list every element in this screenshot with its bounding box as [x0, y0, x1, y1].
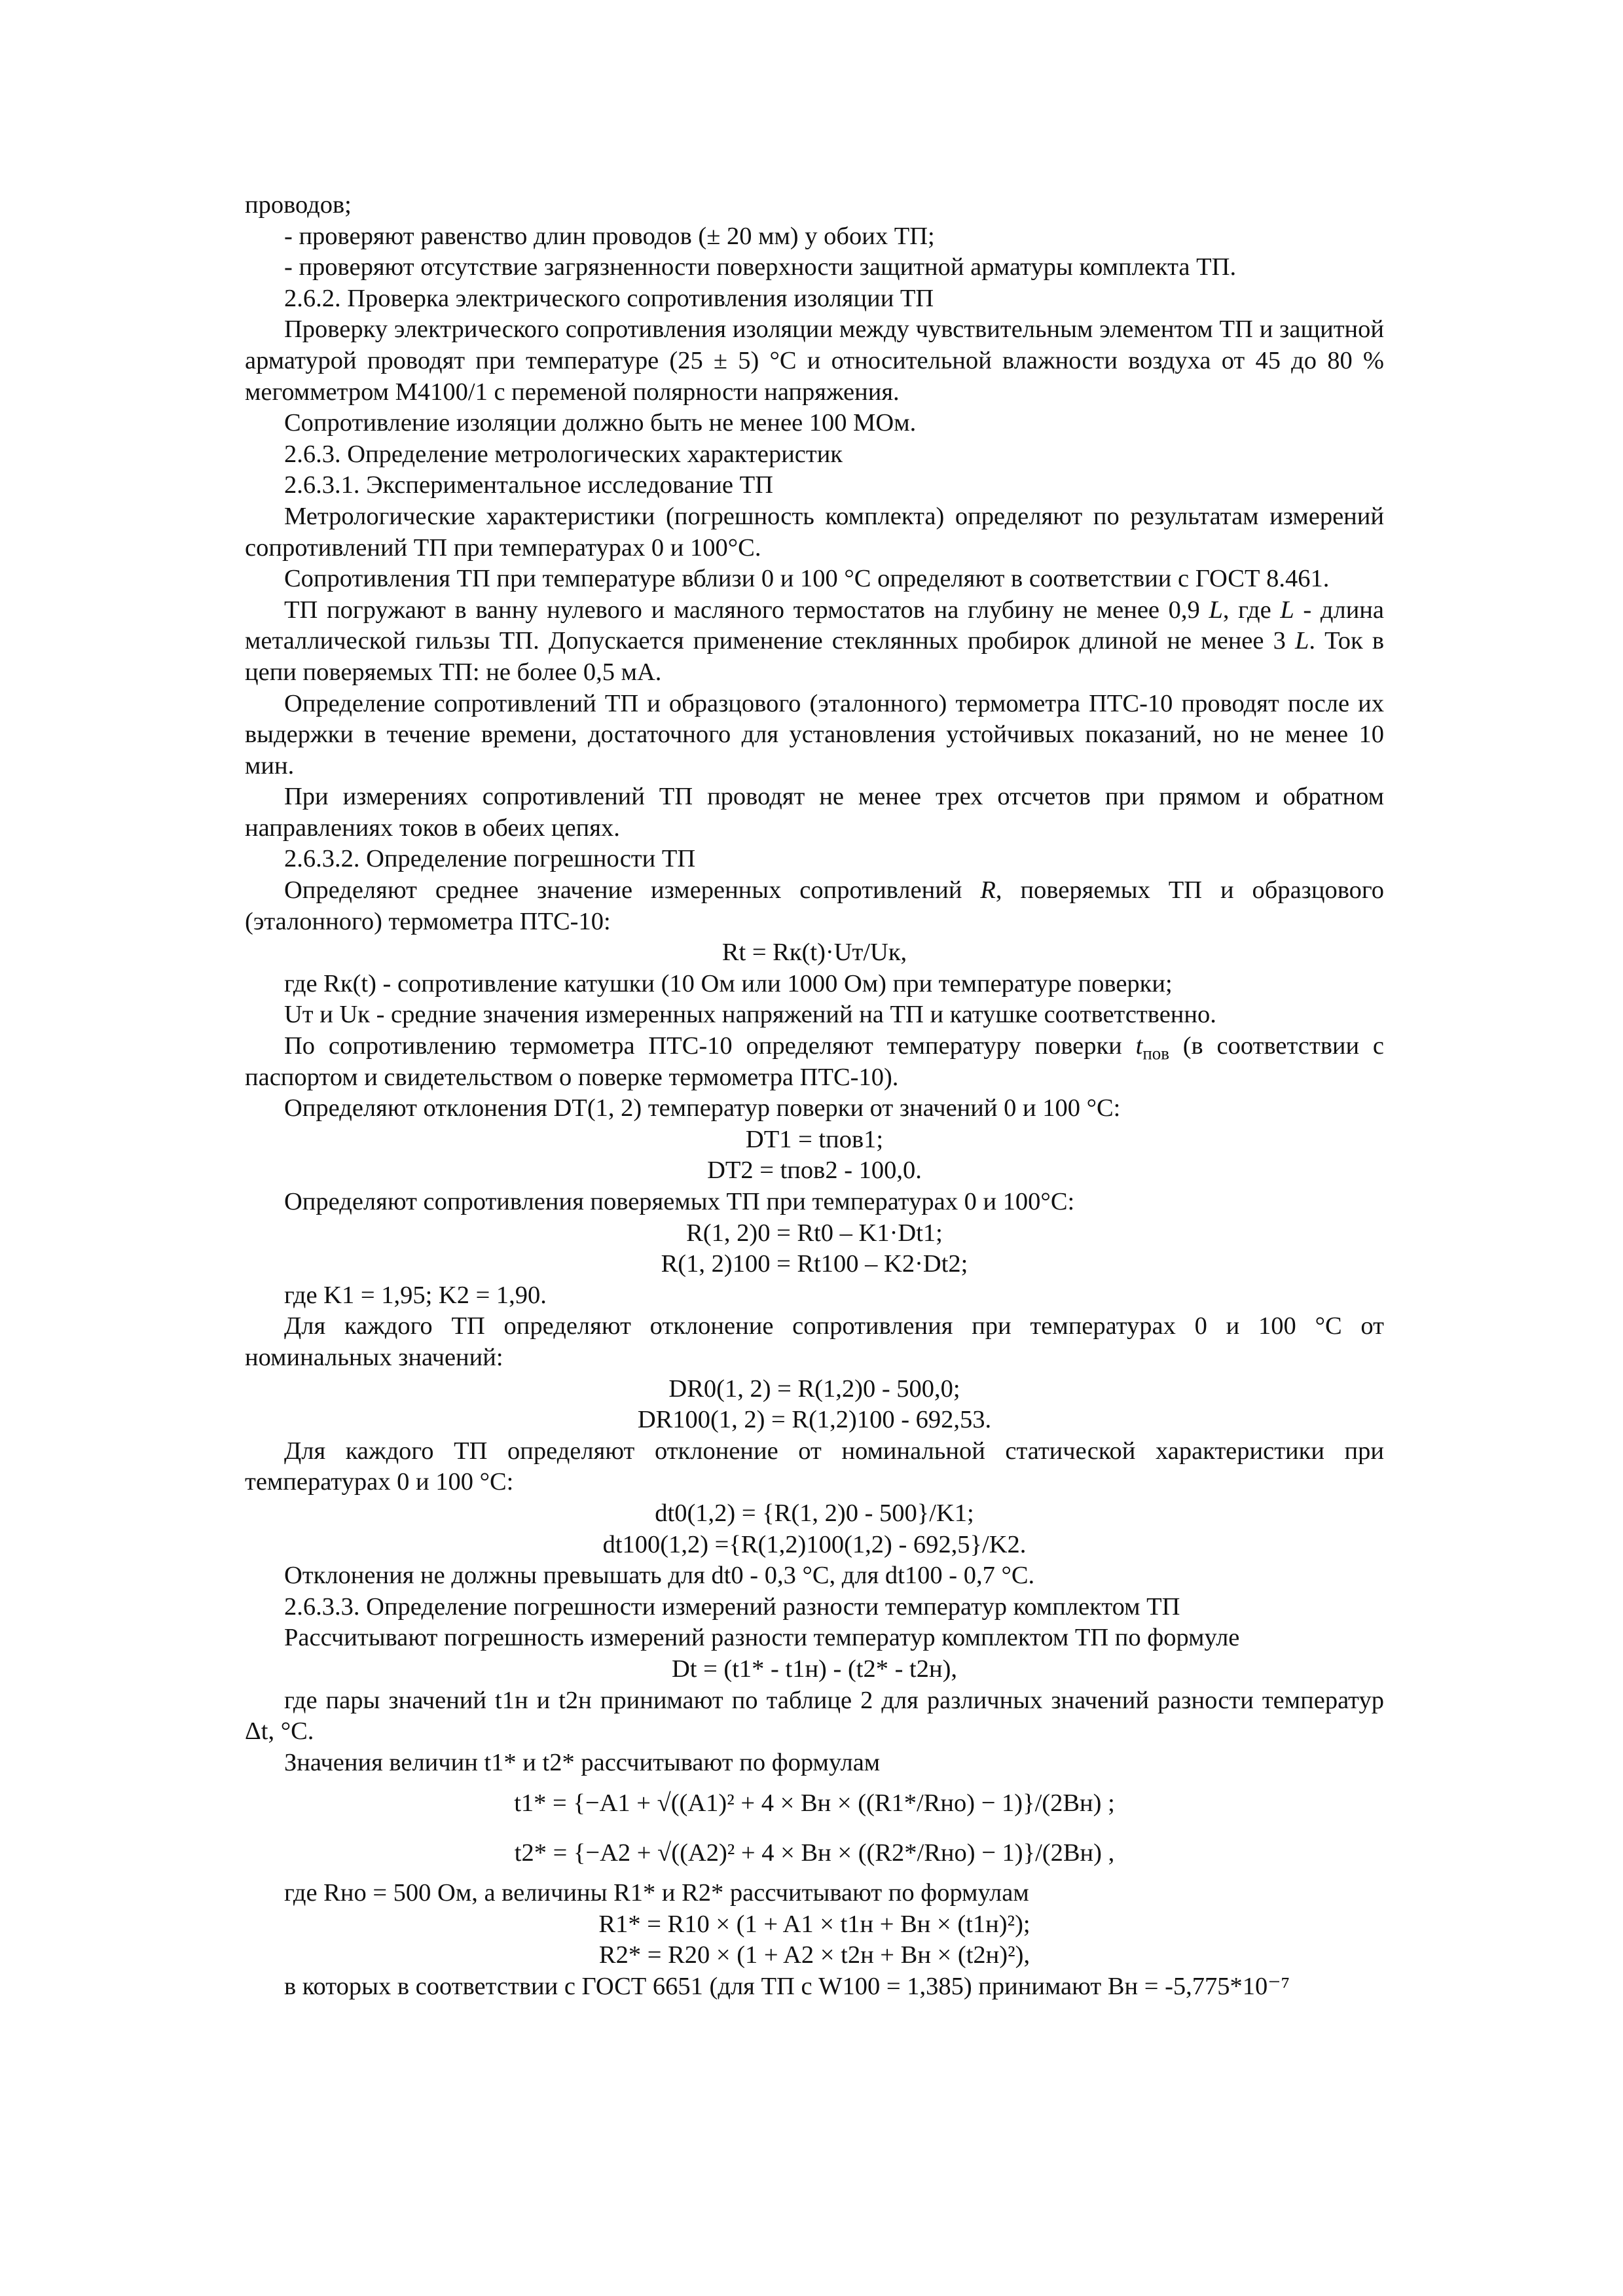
para-deviations: Определяют отклонения DT(1, 2) температур поверки от значений 0 и 100 °С: — [284, 1094, 1121, 1122]
para-check-length: - проверяют равенство длин проводов (± 20 мм) у обоих ТП; — [284, 222, 935, 250]
para-diff-error: Рассчитывают погрешность измерений разности температур комплектом ТП по формуле — [284, 1624, 1240, 1652]
para-resistance-determination: Определение сопротивлений ТП и образцового (эталонного) термометра ПТС-10 проводят после их выдержки в течение времени, достаточного для установления устойчивых показаний, но не менее 10 мин. — [245, 689, 1384, 780]
formula-dt100: dt100(1,2) ={R(1,2)100(1,2) - 692,5}/K2. — [602, 1530, 1027, 1558]
formula-r2-star: R2* = R20 × (1 + A2 × t2н + Вн × (t2н)²), — [598, 1941, 1030, 1969]
para-table-pairs: где пары значений t1н и t2н принимают по таблице 2 для различных значений разности температур Δt, °С. — [245, 1686, 1384, 1746]
para-readings: При измерениях сопротивлений ТП проводят не менее трех отсчетов при прямом и обратном направлениях токов в обеих цепях. — [245, 783, 1384, 842]
para-k-values: где K1 = 1,95; K2 = 1,90. — [284, 1281, 547, 1309]
formula-dt-diff: Dt = (t1* - t1н) - (t2* - t2н), — [671, 1655, 958, 1683]
section-heading-2-6-2: 2.6.2. Проверка электрического сопротивления изоляции ТП — [284, 284, 934, 312]
para-check-contamination: - проверяют отсутствие загрязненности поверхности защитной арматуры комплекта ТП. — [284, 253, 1237, 281]
section-heading-2-6-3: 2.6.3. Определение метрологических характеристик — [284, 440, 843, 468]
section-heading-2-6-3-3: 2.6.3.3. Определение погрешности измерений разности температур комплектом ТП — [284, 1592, 1180, 1621]
para-insulation-check: Проверку электрического сопротивления изоляции между чувствительным элементом ТП и защитной арматурой проводят при температуре (25 ± 5) °С и относительной влажности воздуха от 45 до 80 % мегомметром М4100/1 с переменой полярности напряжения. — [245, 315, 1384, 406]
para-insulation-min: Сопротивление изоляции должно быть не менее 100 МОм. — [284, 409, 917, 437]
formula-dr100: DR100(1, 2) = R(1,2)100 - 692,53. — [637, 1406, 992, 1434]
formula-dt2: DT2 = tпов2 - 100,0. — [707, 1157, 922, 1185]
formula-rt: Rt = Rк(t)·Uт/Uк, — [721, 939, 907, 967]
para-wires-end: проводов; — [245, 191, 352, 219]
para-limits: Отклонения не должны превышать для dt0 - 0,3 °С, для dt100 - 0,7 °С. — [284, 1562, 1035, 1590]
para-resistance-deviation: Для каждого ТП определяют отклонение сопротивления при температурах 0 и 100 °С от номинальных значений: — [245, 1312, 1384, 1371]
formula-r1-star: R1* = R10 × (1 + A1 × t1н + Вн × (t1н)²); — [598, 1910, 1030, 1938]
formula-dr0: DR0(1, 2) = R(1,2)0 - 500,0; — [668, 1374, 960, 1403]
para-verification-temp: По сопротивлению термометра ПТС-10 определяют температуру поверки $t_{пов}$ (в соответствии с паспортом и свидетельством о поверке термометра ПТС-10). — [245, 1032, 1384, 1091]
formula-dt1: DT1 = tпов1; — [745, 1125, 884, 1153]
para-immersion: ТП погружают в ванну нулевого и масляного термостатов на глубину не менее 0,9 L, где L - длина металлической гильзы ТП. Допускается применение стеклянных пробирок длиной не менее 3 L. Ток в цепи поверяемых ТП: не более 0,5 мА. — [245, 596, 1384, 686]
para-rno: где Rно = 500 Ом, а величины R1* и R2* рассчитывают по формулам — [284, 1879, 1029, 1907]
document-page — [245, 190, 1384, 2003]
section-heading-2-6-3-1: 2.6.3.1. Экспериментальное исследование ТП — [284, 471, 773, 499]
formula-dt0: dt0(1,2) = {R(1, 2)0 - 500}/K1; — [655, 1499, 974, 1527]
formula-r0: R(1, 2)0 = Rt0 – K1·Dt1; — [686, 1219, 943, 1247]
para-metrology: Метрологические характеристики (погрешность комплекта) определяют по результатам измерений сопротивлений ТП при температурах 0 и 100°С. — [245, 502, 1384, 562]
formula-r100: R(1, 2)100 = Rt100 – K2·Dt2; — [661, 1250, 968, 1278]
formula-t2-star: t2* = {−A2 + √((A2)² + 4 × Вн × ((R2*/Rно) − 1)}/(2Вн) , — [514, 1839, 1115, 1867]
para-resistances-gost: Сопротивления ТП при температуре вблизи 0 и 100 °С определяют в соответствии с ГОСТ 8.461. — [284, 565, 1330, 593]
para-gost-6651: в которых в соответствии с ГОСТ 6651 (для ТП с W100 = 1,385) принимают Вн = -5,775*10⁻⁷ — [284, 1973, 1290, 2001]
para-coil-resistance: где Rк(t) - сопротивление катушки (10 Ом или 1000 Ом) при температуре поверки; — [284, 969, 1173, 997]
formula-t1-star: t1* = {−A1 + √((A1)² + 4 × Вн × ((R1*/Rно) − 1)}/(2Вн) ; — [514, 1789, 1115, 1818]
para-nsh-deviation: Для каждого ТП определяют отклонение от номинальной статической характеристики при температурах 0 и 100 °С: — [245, 1437, 1384, 1496]
section-heading-2-6-3-2: 2.6.3.2. Определение погрешности ТП — [284, 845, 696, 873]
para-mean-resistance: Определяют среднее значение измеренных сопротивлений R, поверяемых ТП и образцового (эталонного) термометра ПТС-10: — [245, 876, 1384, 935]
para-tp-resistances: Определяют сопротивления поверяемых ТП при температурах 0 и 100°С: — [284, 1188, 1075, 1215]
para-voltages: Uт и Uк - средние значения измеренных напряжений на ТП и катушке соответственно. — [284, 1001, 1216, 1029]
para-t-values: Значения величин t1* и t2* рассчитывают по формулам — [284, 1748, 881, 1776]
